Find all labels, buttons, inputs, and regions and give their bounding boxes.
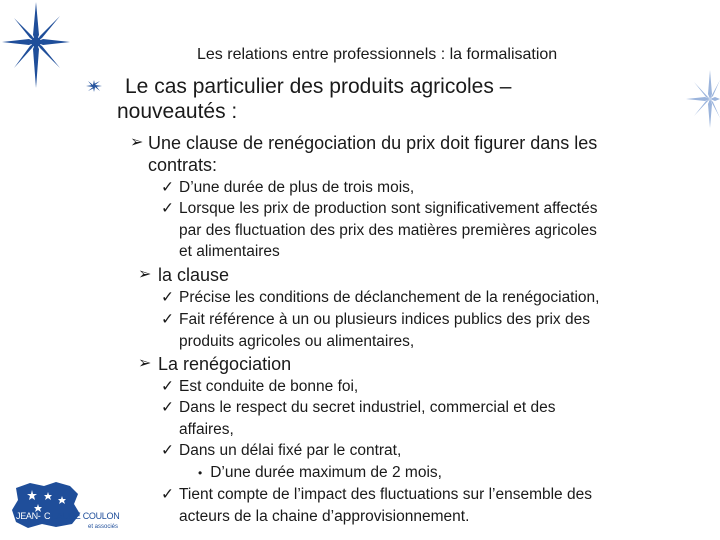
item-text: produits agricoles ou alimentaires, — [179, 332, 415, 350]
dot-bullet-icon: • — [198, 466, 203, 480]
item-text: Tient compte de l’impact des fluctuations sur l’ensemble des — [179, 486, 592, 503]
section-text: La renégociation — [158, 354, 292, 374]
item-text: D’une durée de plus de trois mois, — [179, 179, 415, 196]
star-icon — [686, 70, 720, 128]
item-text: Précise les conditions de déclanchement de la renégociation, — [179, 289, 600, 306]
sub-list-item — [198, 462, 442, 485]
item-text: Fait référence à un ou plusieurs indices publics des prix des — [179, 311, 590, 328]
company-logo — [8, 480, 128, 530]
item-text: Est conduite de bonne foi, — [179, 378, 359, 395]
slide-title: Les relations entre professionnels : la formalisation — [197, 46, 558, 63]
section-text: contrats: — [148, 155, 218, 175]
svg-text:LAUDE COULON: LAUDE COULON — [52, 511, 120, 521]
check-icon: ✓ — [161, 179, 174, 196]
check-icon: ✓ — [161, 399, 174, 416]
check-icon: ✓ — [161, 378, 174, 395]
arrow-bullet-icon: ➢ — [130, 134, 144, 151]
item-text: par des fluctuation des prix des matières premières agricoles — [179, 221, 597, 239]
item-text: affaires, — [179, 420, 234, 438]
section-text: la clause — [158, 265, 230, 285]
section-text: Une clause de renégociation du prix doit figurer dans les — [148, 133, 598, 153]
check-icon: ✓ — [161, 289, 174, 306]
check-icon: ✓ — [161, 442, 174, 459]
heading-line: Le cas particulier des produits agricoles – — [125, 75, 512, 98]
main-bullet — [117, 74, 687, 124]
check-icon: ✓ — [161, 200, 174, 217]
star-bullet-icon — [86, 80, 102, 92]
sub-item-text: D’une durée maximum de 2 mois, — [210, 464, 442, 481]
heading-line: nouveautés : — [117, 100, 238, 123]
svg-text:et associés: et associés — [88, 524, 119, 530]
check-icon: ✓ — [161, 311, 174, 328]
arrow-bullet-icon: ➢ — [138, 266, 152, 283]
svg-text:JEAN-: JEAN- — [16, 511, 41, 521]
item-text: acteurs de la chaine d’approvisionnement. — [179, 507, 470, 525]
item-text: et alimentaires — [179, 243, 280, 260]
svg-text:C: C — [44, 511, 51, 521]
item-text: Dans le respect du secret industriel, commercial et des — [179, 399, 556, 416]
item-text: Dans un délai fixé par le contrat, — [179, 442, 402, 459]
arrow-bullet-icon: ➢ — [138, 355, 152, 372]
check-icon: ✓ — [161, 486, 174, 503]
star-icon — [2, 2, 70, 88]
item-text: Lorsque les prix de production sont significativement affectés — [179, 200, 598, 217]
